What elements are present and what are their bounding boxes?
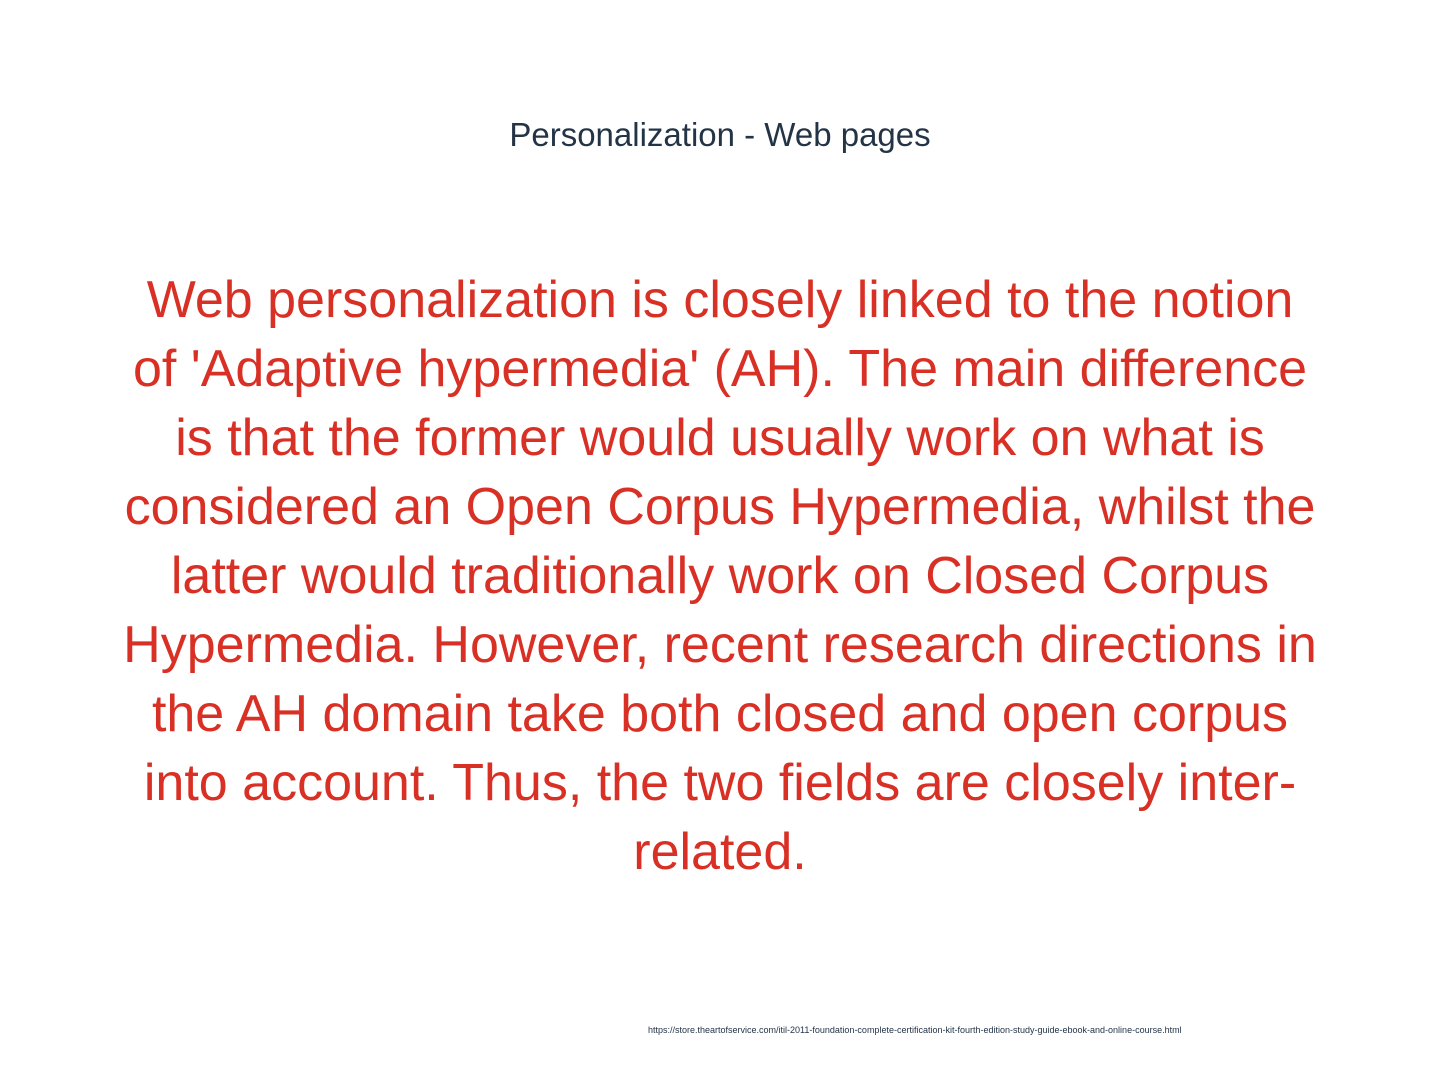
slide-title: Personalization - Web pages (509, 116, 931, 153)
slide-body-text: Web personalization is closely linked to the notion of 'Adaptive hypermedia' (AH). The main difference is that the former would usually work on what is considered an Open Corpus Hypermedia, whilst the latter would traditionally work on Closed Corpus Hypermedia. However, recent research directions in the AH domain take both closed and open corpus into account. Thus, the two fields are closely inter-related. (123, 271, 1317, 881)
footer-url[interactable]: https://store.theartofservice.com/itil-2011-foundation-complete-certification-kit-fourth-edition-study-guide-ebook-and-online-course.html (648, 1025, 1182, 1035)
